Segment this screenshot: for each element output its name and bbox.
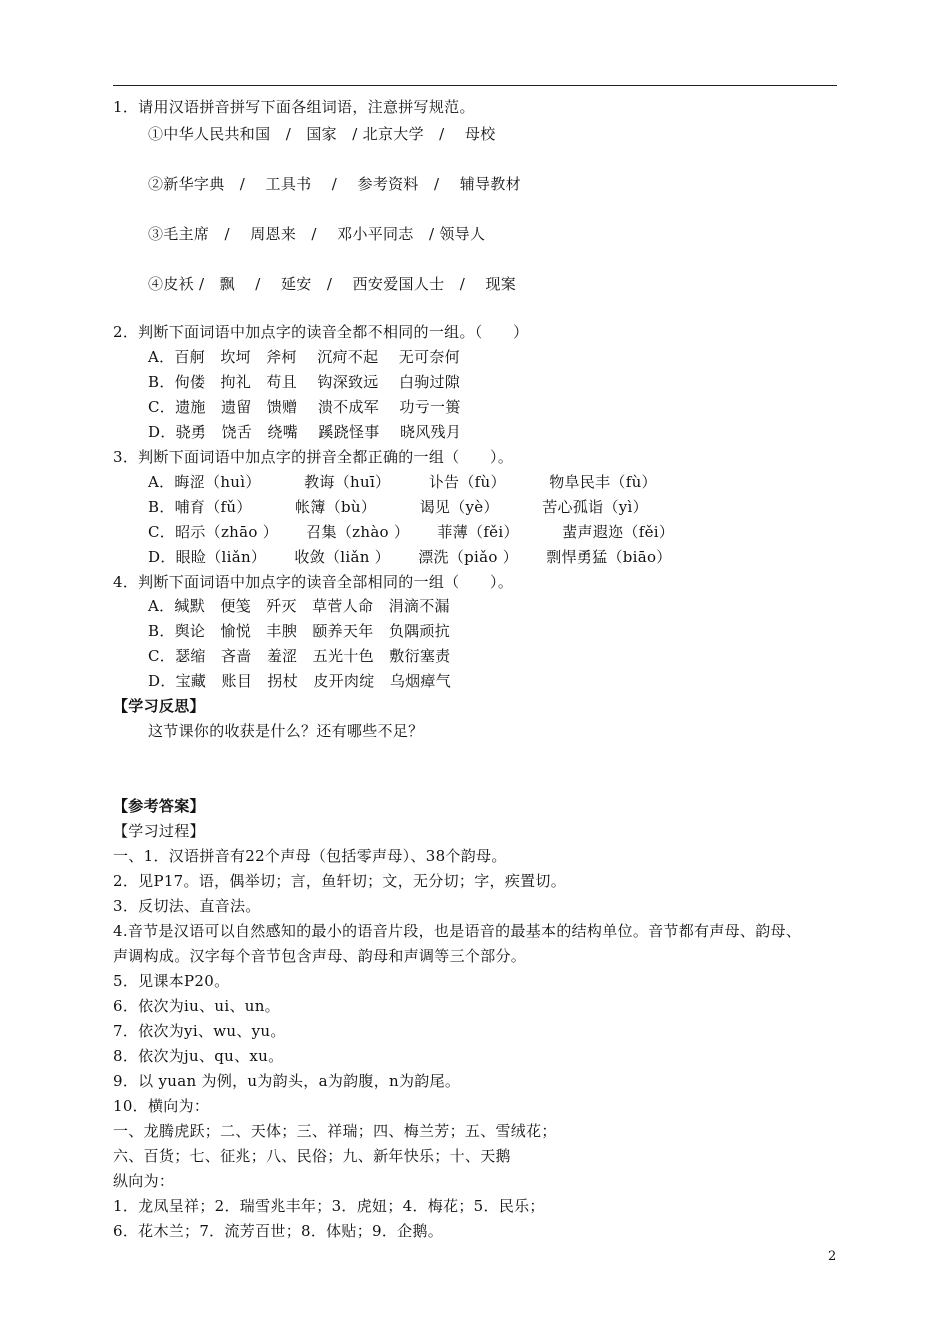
q4-stem: 4．判断下面词语中加点字的读音全部相同的一组（ ）。 [113, 573, 514, 591]
answer-line: 9．以 yuan 为例，u为韵头，a为韵腹，n为韵尾。 [113, 1072, 461, 1090]
answer-line: 7．依次为yi、wu、yu。 [113, 1022, 286, 1040]
header-rule [113, 85, 837, 86]
answer-line: 4.音节是汉语可以自然感知的最小的语音片段，也是语音的最基本的结构单位。音节都有声母、韵母、 [113, 922, 802, 940]
q3-option-b: B．哺育（fǔ） 帐簿（bù） 谒见（yè） 苦心孤诣（yì） [148, 498, 648, 516]
q2-option-d: D．骁勇 饶舌 绕嘴 蹊跷怪事 晓风残月 [148, 423, 462, 441]
q1-group-4: ④皮袄 / 飘 / 延安 / 西安爱国人士 / 现案 [148, 275, 517, 293]
q2-stem: 2．判断下面词语中加点字的读音全都不相同的一组。（ ） [113, 323, 529, 341]
answer-line: 8．依次为ju、qu、xu。 [113, 1047, 284, 1065]
q2-option-c: C．遗施 遗留 馈赠 溃不成军 功亏一篑 [148, 398, 461, 416]
q3-stem: 3．判断下面词语中加点字的拼音全都正确的一组（ ）。 [113, 448, 514, 466]
answers-subheading: 【学习过程】 [113, 822, 205, 840]
q1-group-3: ③毛主席 / 周恩来 / 邓小平同志 / 领导人 [148, 225, 486, 243]
page-number: 2 [828, 1249, 837, 1264]
q4-option-a: A．缄默 便笺 歼灭 草菅人命 涓滴不漏 [148, 597, 450, 615]
q3-option-c: C．昭示（zhāo ） 召集（zhào ） 菲薄（fěi） 蜚声遐迩（fěi） [148, 523, 675, 541]
q1-group-2: ②新华字典 / 工具书 / 参考资料 / 辅导教材 [148, 175, 521, 193]
answer-line: 2．见P17。语，偶举切；言，鱼轩切；文，无分切；字，疾置切。 [113, 872, 567, 890]
answer-line: 一、龙腾虎跃；二、天体；三、祥瑞；四、梅兰芳；五、雪绒花； [113, 1122, 557, 1140]
answer-line: 一、1．汉语拼音有22个声母（包括零声母）、38个韵母。 [113, 847, 507, 865]
reflection-heading: 【学习反思】 [113, 697, 205, 715]
answer-line: 1．龙凤呈祥；2．瑞雪兆丰年；3．虎妞；4．梅花；5．民乐； [113, 1197, 545, 1215]
q1-group-1: ①中华人民共和国 / 国家 / 北京大学 / 母校 [148, 125, 496, 143]
q4-option-c: C．瑟缩 吝啬 羞涩 五光十色 敷衍塞责 [148, 647, 451, 665]
q3-option-a: A．晦涩（huì） 教诲（huī） 讣告（fù） 物阜民丰（fù） [148, 473, 657, 491]
answer-line: 6．花木兰；7．流芳百世；8．体贴；9．企鹅。 [113, 1222, 444, 1240]
answers-heading: 【参考答案】 [113, 797, 205, 815]
answer-line: 声调构成。汉字每个音节包含声母、韵母和声调等三个部分。 [113, 947, 527, 965]
answer-line: 3．反切法、直音法。 [113, 897, 261, 915]
q4-option-d: D．宝藏 账目 拐杖 皮开肉绽 乌烟瘴气 [148, 672, 452, 690]
answer-line: 纵向为： [113, 1172, 175, 1190]
q1-stem: 1．请用汉语拼音拼写下面各组词语，注意拼写规范。 [113, 98, 475, 116]
q4-option-b: B．舆论 愉悦 丰腴 颐养天年 负隅顽抗 [148, 622, 451, 640]
answer-line: 六、百货；七、征兆；八、民俗；九、新年快乐；十、天鹅 [113, 1147, 511, 1165]
answer-line: 5．见课本P20。 [113, 972, 230, 990]
q2-option-a: A．百舸 坎坷 斧柯 沉疴不起 无可奈何 [148, 348, 460, 366]
answer-line: 6．依次为iu、ui、un。 [113, 997, 280, 1015]
q3-option-d: D．眼睑（liǎn） 收敛（liǎn ） 漂洗（piǎo ） 剽悍勇猛（biāo） [148, 548, 672, 566]
q2-option-b: B．佝偻 拘礼 苟且 钩深致远 白驹过隙 [148, 373, 461, 391]
answer-line: 10．横向为： [113, 1097, 210, 1115]
reflection-prompt: 这节课你的收获是什么？还有哪些不足？ [148, 722, 424, 740]
